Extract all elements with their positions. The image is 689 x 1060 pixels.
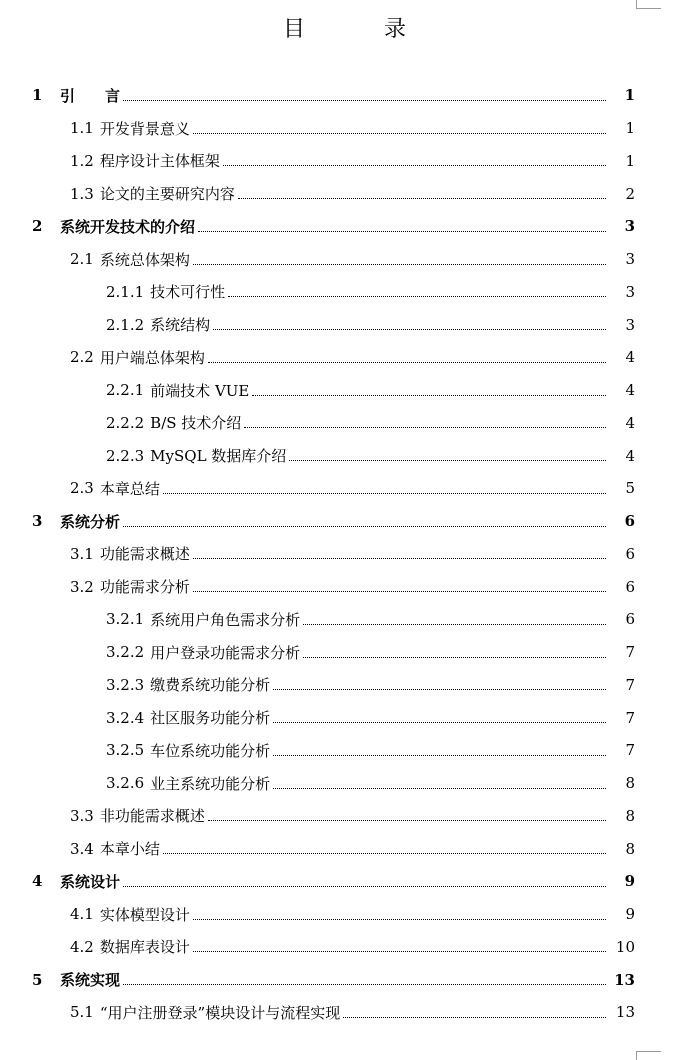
toc-entry-page-number: 10: [615, 937, 635, 956]
toc-entry[interactable]: [0, 898, 689, 931]
toc-entry[interactable]: [0, 767, 689, 800]
toc-entry-page-number: 5: [625, 479, 635, 498]
toc-entry-number: 2.2.1: [106, 381, 145, 400]
dot-leader: [252, 395, 606, 396]
toc-entry-page-number: 2: [625, 184, 635, 203]
dot-leader: [163, 493, 606, 494]
toc-entry-number: 3.2: [70, 577, 94, 596]
toc-entry-page-number: 4: [625, 446, 635, 465]
toc-entry[interactable]: [0, 439, 689, 472]
toc-entry-page-number: 7: [625, 675, 635, 694]
toc-entry[interactable]: [0, 505, 689, 538]
toc-entry-number: 2.1: [70, 250, 94, 269]
dot-leader: [123, 984, 606, 985]
toc-entry-number: 3.2.6: [106, 774, 145, 793]
toc-entry[interactable]: [0, 538, 689, 571]
dot-leader: [303, 624, 606, 625]
toc-entry-text: 论文的主要研究内容: [99, 185, 235, 204]
toc-entry-number: 2.2.2: [106, 413, 145, 432]
toc-entry[interactable]: [0, 603, 689, 636]
toc-entry-text: 用户登录功能需求分析: [150, 643, 301, 662]
toc-entry-number: 3.2.1: [106, 610, 145, 629]
dot-leader: [238, 198, 606, 199]
toc-entry-page-number: 1: [624, 86, 635, 105]
toc-entry-page-number: 4: [625, 413, 635, 432]
toc-entry-text: 系统用户角色需求分析: [150, 610, 301, 629]
toc-entry-page-number: 7: [625, 741, 635, 760]
toc-entry[interactable]: [0, 996, 689, 1029]
toc-entry-page-number: 6: [624, 512, 635, 531]
toc-entry-text: 系统分析: [60, 512, 121, 531]
toc-entry-text: 系统设计: [60, 872, 121, 891]
toc-entry-number: 3.2.5: [106, 741, 145, 760]
toc-entry-page-number: 3: [625, 315, 635, 334]
dot-leader: [208, 362, 606, 363]
toc-entry-text: 技术可行性: [150, 283, 226, 302]
dot-leader: [273, 755, 606, 756]
toc-entry[interactable]: [0, 865, 689, 898]
toc-entry-number: 5.1: [70, 1003, 94, 1022]
toc-entry-text: 前端技术 VUE: [150, 381, 250, 400]
toc-entry[interactable]: [0, 276, 689, 309]
toc-entry[interactable]: [0, 636, 689, 669]
toc-entry-number: 3.4: [70, 839, 94, 858]
dot-leader: [303, 657, 606, 658]
page-corner-mark: [636, 1051, 661, 1060]
toc-entry-page-number: 1: [625, 151, 635, 170]
toc-entry-page-number: 6: [625, 610, 635, 629]
toc-entry-number: 4: [32, 872, 43, 891]
toc-entry-text: 开发背景意义: [99, 119, 190, 138]
toc-entry[interactable]: [0, 570, 689, 603]
toc-entry-text: 缴费系统功能分析: [150, 676, 271, 695]
toc-entry[interactable]: [0, 963, 689, 996]
page-corner-mark: [636, 0, 661, 9]
toc-entry-text: 社区服务功能分析: [150, 709, 271, 728]
dot-leader: [123, 526, 606, 527]
toc-entry-number: 3.2.4: [106, 708, 145, 727]
toc-entry-page-number: 8: [625, 774, 635, 793]
toc-entry[interactable]: [0, 701, 689, 734]
toc-entry[interactable]: [0, 243, 689, 276]
toc-entry-text: 本章总结: [99, 479, 160, 498]
toc-entry-number: 4.2: [70, 937, 94, 956]
toc-entry-page-number: 8: [625, 839, 635, 858]
toc-entry-text: 用户端总体架构: [99, 348, 205, 367]
dot-leader: [193, 558, 606, 559]
toc-entry-page-number: 13: [614, 970, 635, 989]
toc-entry-page-number: 9: [624, 872, 635, 891]
dot-leader: [193, 264, 606, 265]
toc-entry-text: 数据库表设计: [99, 938, 190, 957]
toc-entry-text: 系统总体架构: [99, 250, 190, 269]
toc-entry-text: 功能需求概述: [99, 545, 190, 564]
toc-entry[interactable]: [0, 79, 689, 112]
toc-entry-text: 非功能需求概述: [99, 807, 205, 826]
dot-leader: [244, 427, 606, 428]
toc-entry-text: 功能需求分析: [99, 578, 190, 597]
toc-entry-text: 实体模型设计: [99, 905, 190, 924]
toc-entry-text: 车位系统功能分析: [150, 741, 271, 760]
toc-entry[interactable]: [0, 832, 689, 865]
toc-entry-text: 业主系统功能分析: [150, 774, 271, 793]
toc-entry-page-number: 7: [625, 708, 635, 727]
dot-leader: [193, 133, 606, 134]
toc-entry-number: 2.2.3: [106, 446, 145, 465]
dot-leader: [228, 296, 606, 297]
toc-entry-number: 5: [32, 970, 43, 989]
toc-entry-number: 1.2: [70, 151, 94, 170]
toc-entry-text: 本章小结: [99, 840, 160, 859]
toc-entry-number: 3: [32, 512, 43, 531]
dot-leader: [123, 100, 606, 101]
toc-entry-page-number: 6: [625, 544, 635, 563]
toc-entry[interactable]: [0, 374, 689, 407]
toc-entry-text: “用户注册登录”模块设计与流程实现: [99, 1003, 341, 1022]
toc-title: 目 录: [283, 17, 442, 42]
dot-leader: [198, 231, 606, 232]
dot-leader: [343, 1017, 606, 1018]
toc-entry-number: 3.3: [70, 806, 94, 825]
toc-entry-page-number: 1: [625, 119, 635, 138]
toc-entry[interactable]: [0, 112, 689, 145]
toc-entry-number: 3.2.3: [106, 675, 145, 694]
toc-entry-text: 系统实现: [60, 971, 121, 990]
toc-entry-page-number: 8: [625, 806, 635, 825]
toc-entry[interactable]: [0, 145, 689, 178]
toc-entry-text: 系统开发技术的介绍: [60, 217, 196, 236]
toc-entry-page-number: 7: [625, 643, 635, 662]
dot-leader: [193, 951, 606, 952]
toc-entry-page-number: 6: [625, 577, 635, 596]
dot-leader: [223, 165, 606, 166]
dot-leader: [273, 722, 606, 723]
dot-leader: [273, 689, 606, 690]
table-of-contents: [0, 79, 689, 1029]
dot-leader: [193, 591, 606, 592]
toc-entry[interactable]: [0, 931, 689, 964]
dot-leader: [213, 329, 606, 330]
toc-entry[interactable]: [0, 177, 689, 210]
toc-entry[interactable]: [0, 800, 689, 833]
toc-entry-page-number: 3: [625, 282, 635, 301]
dot-leader: [163, 853, 606, 854]
toc-entry-number: 1.3: [70, 184, 94, 203]
dot-leader: [208, 820, 606, 821]
dot-leader: [123, 886, 606, 887]
toc-entry[interactable]: [0, 472, 689, 505]
dot-leader: [273, 788, 606, 789]
toc-entry-page-number: 13: [615, 1003, 635, 1022]
toc-entry[interactable]: [0, 341, 689, 374]
toc-entry[interactable]: [0, 308, 689, 341]
dot-leader: [193, 919, 606, 920]
toc-entry-page-number: 4: [625, 348, 635, 367]
toc-entry-number: 1.1: [70, 119, 94, 138]
toc-entry-number: 3.1: [70, 544, 94, 563]
toc-entry-number: 3.2.2: [106, 643, 145, 662]
toc-entry-number: 2.1.2: [106, 315, 145, 334]
toc-entry-page-number: 4: [625, 381, 635, 400]
dot-leader: [289, 460, 606, 461]
toc-entry-number: 2.3: [70, 479, 94, 498]
toc-entry-number: 4.1: [70, 905, 94, 924]
toc-entry-page-number: 3: [625, 250, 635, 269]
toc-entry[interactable]: [0, 669, 689, 702]
toc-entry-text: 程序设计主体框架: [99, 152, 220, 171]
toc-entry-page-number: 3: [624, 217, 635, 236]
toc-entry[interactable]: [0, 734, 689, 767]
toc-entry-number: 1: [32, 86, 43, 105]
toc-entry-text: MySQL 数据库介绍: [150, 447, 287, 466]
toc-entry-text: 引 言: [60, 86, 121, 105]
toc-entry-text: 系统结构: [150, 316, 211, 335]
toc-entry-text: B/S 技术介绍: [150, 414, 242, 433]
toc-entry-number: 2: [32, 217, 43, 236]
toc-entry-page-number: 9: [625, 905, 635, 924]
toc-entry[interactable]: [0, 407, 689, 440]
toc-entry-number: 2.2: [70, 348, 94, 367]
toc-entry-number: 2.1.1: [106, 282, 145, 301]
toc-entry[interactable]: [0, 210, 689, 243]
